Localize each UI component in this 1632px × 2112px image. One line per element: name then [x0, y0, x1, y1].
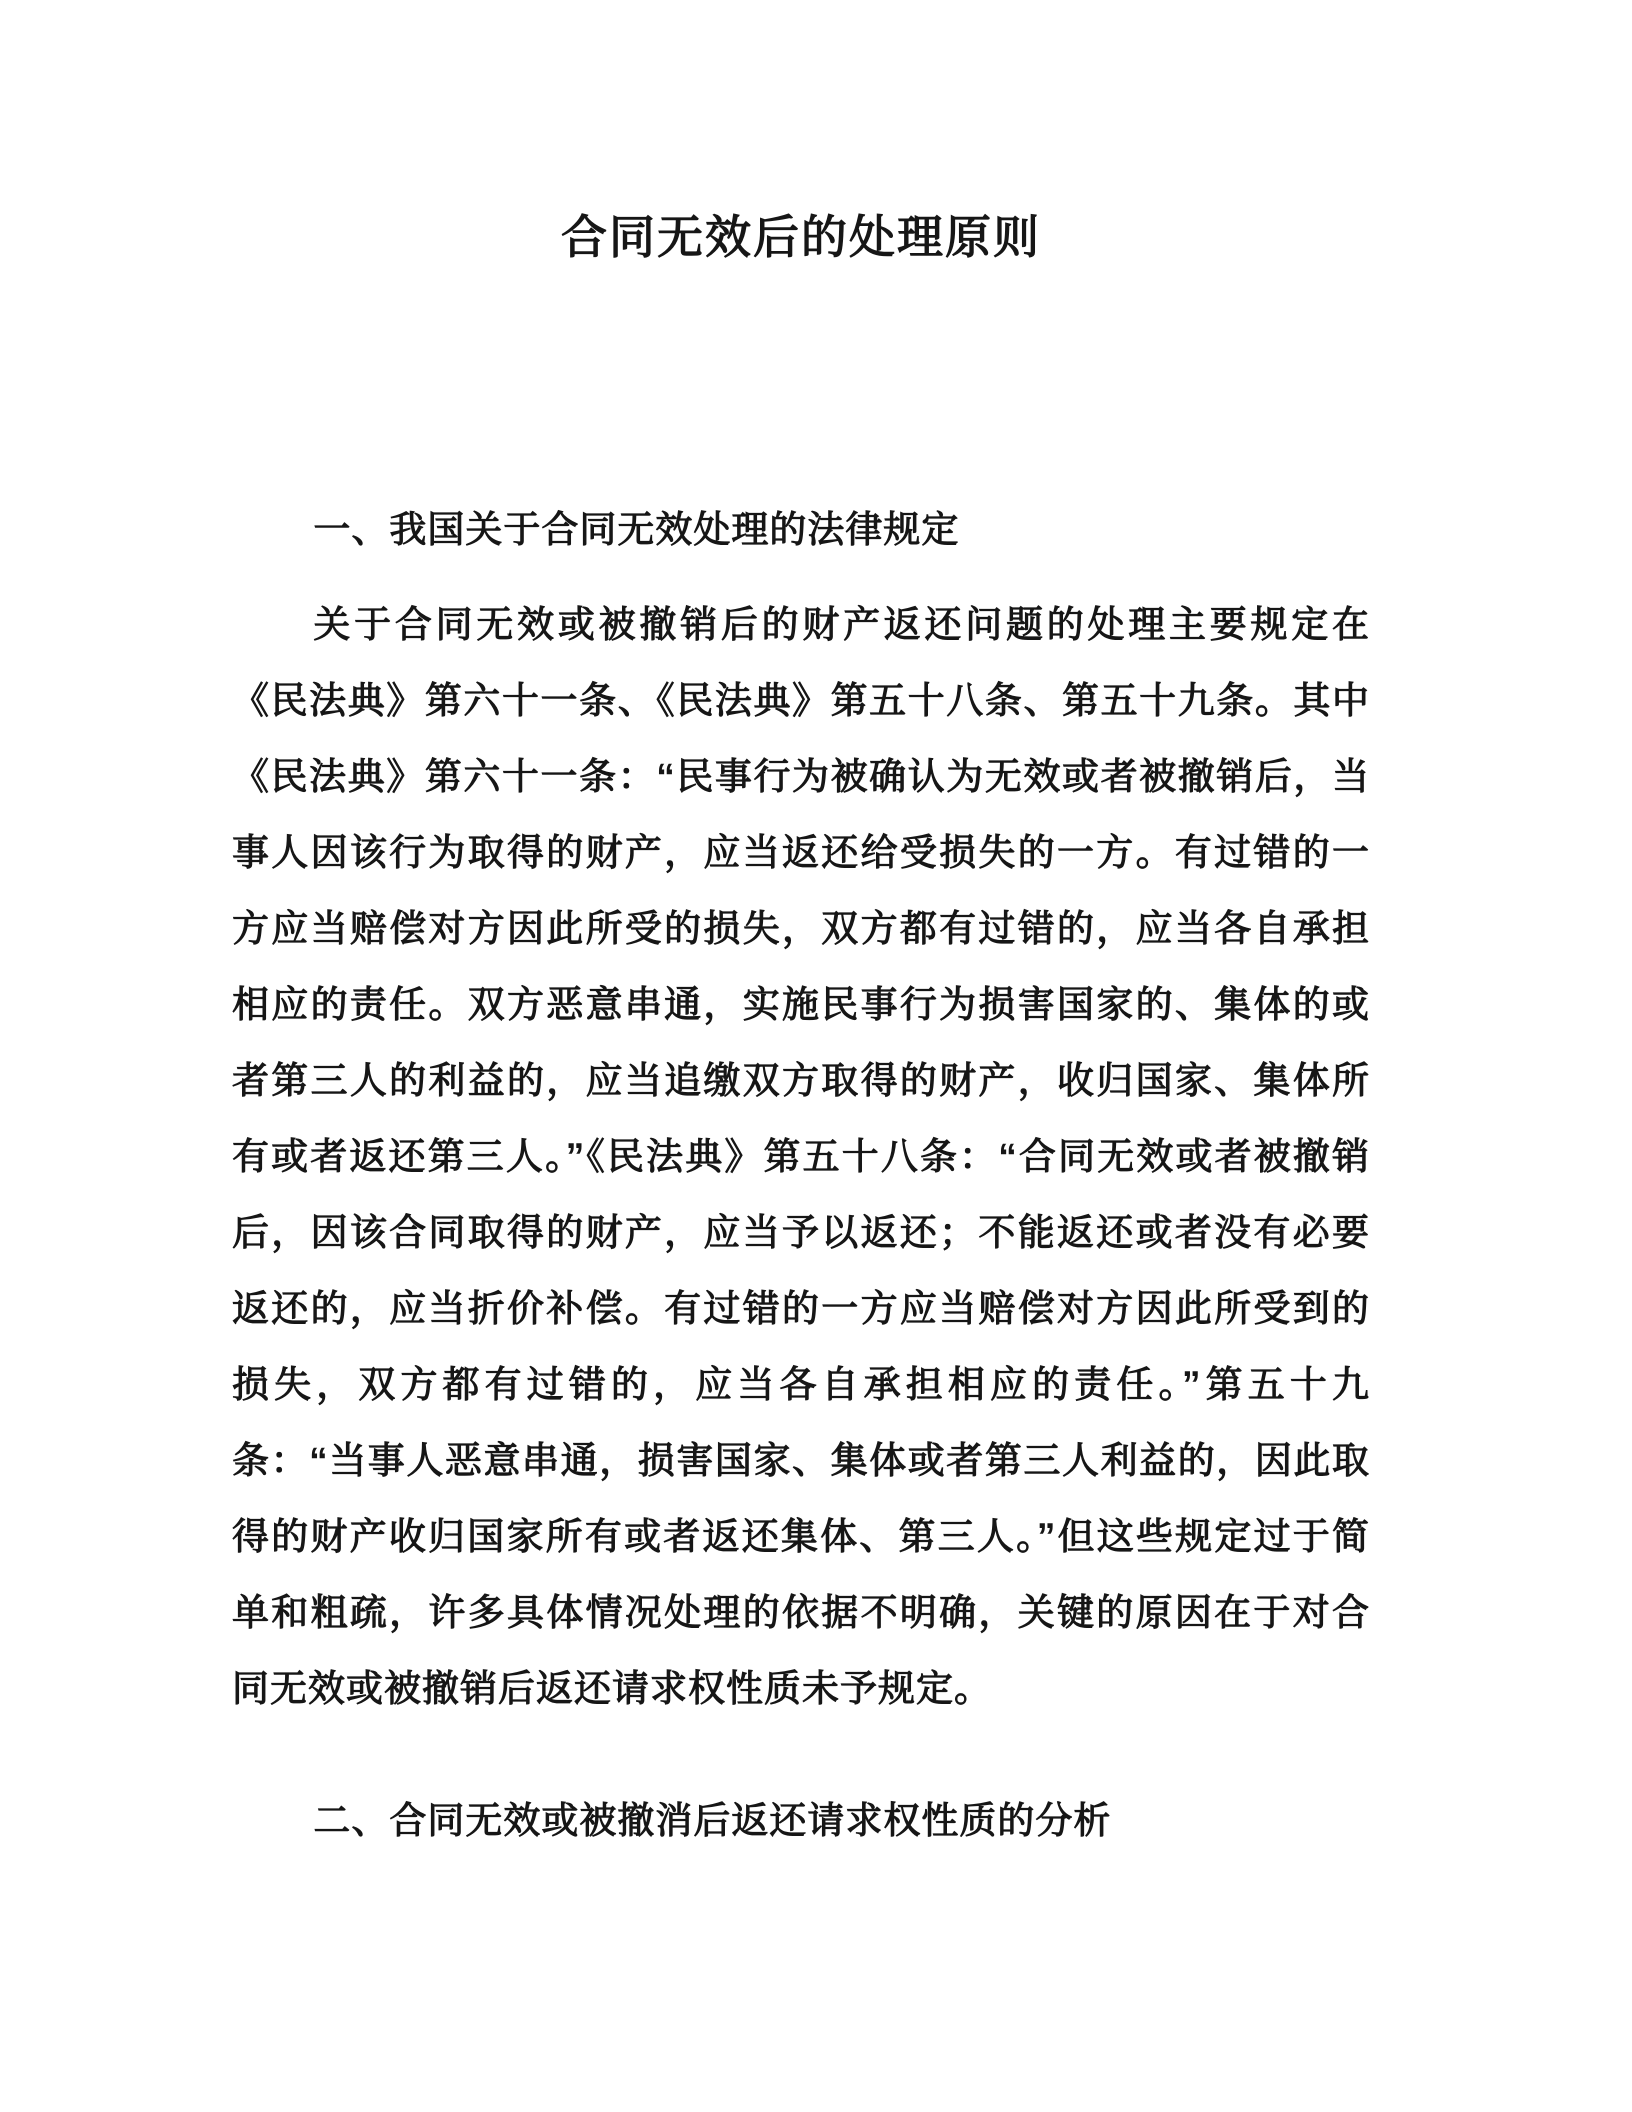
document-title: 合同无效后的处理原则 — [561, 211, 1041, 263]
section1-heading: 一、我国关于合同无效处理的法律规定 — [313, 508, 960, 550]
section1-paragraph: 关于合同无效或被撤销后的财产返还问题的处理主要规定在《民法典》第六十一条、《民法典》第五十八条、第五十九条。其中《民法典》第六十一条：“民事行为被确认为无效或者被撤销后，当事人因该行为取得的财产，应当返还给受损失的一方。有过错的一方应当赔偿对方因此所受的损失，双方都有过错的，应当各自承担相应的责任。双方恶意串通，实施民事行为损害国家的、集体的或者第三人的利益的，应当追缴双方取得的财产，收归国家、集体所有或者返还第三人。”《民法典》第五十八条：“合同无效或者被撤销后，因该合同取得的财产，应当予以返还；不能返还或者没有必要返还的，应当折价补偿。有过错的一方应当赔偿对方因此所受到的损失，双方都有过错的，应当各自承担相应的责任。”第五十九条：“当事人恶意串通，损害国家、集体或者第三人利益的，因此取得的财产收归国家所有或者返还集体、第三人。”但这些规定过于简单和粗疏，许多具体情况处理的依据不明确，关键的原因在于对合同无效或被撤销后返还请求权性质未予规定。 — [232, 603, 1370, 1709]
section2-heading: 二、合同无效或被撤消后返还请求权性质的分析 — [313, 1799, 1112, 1841]
